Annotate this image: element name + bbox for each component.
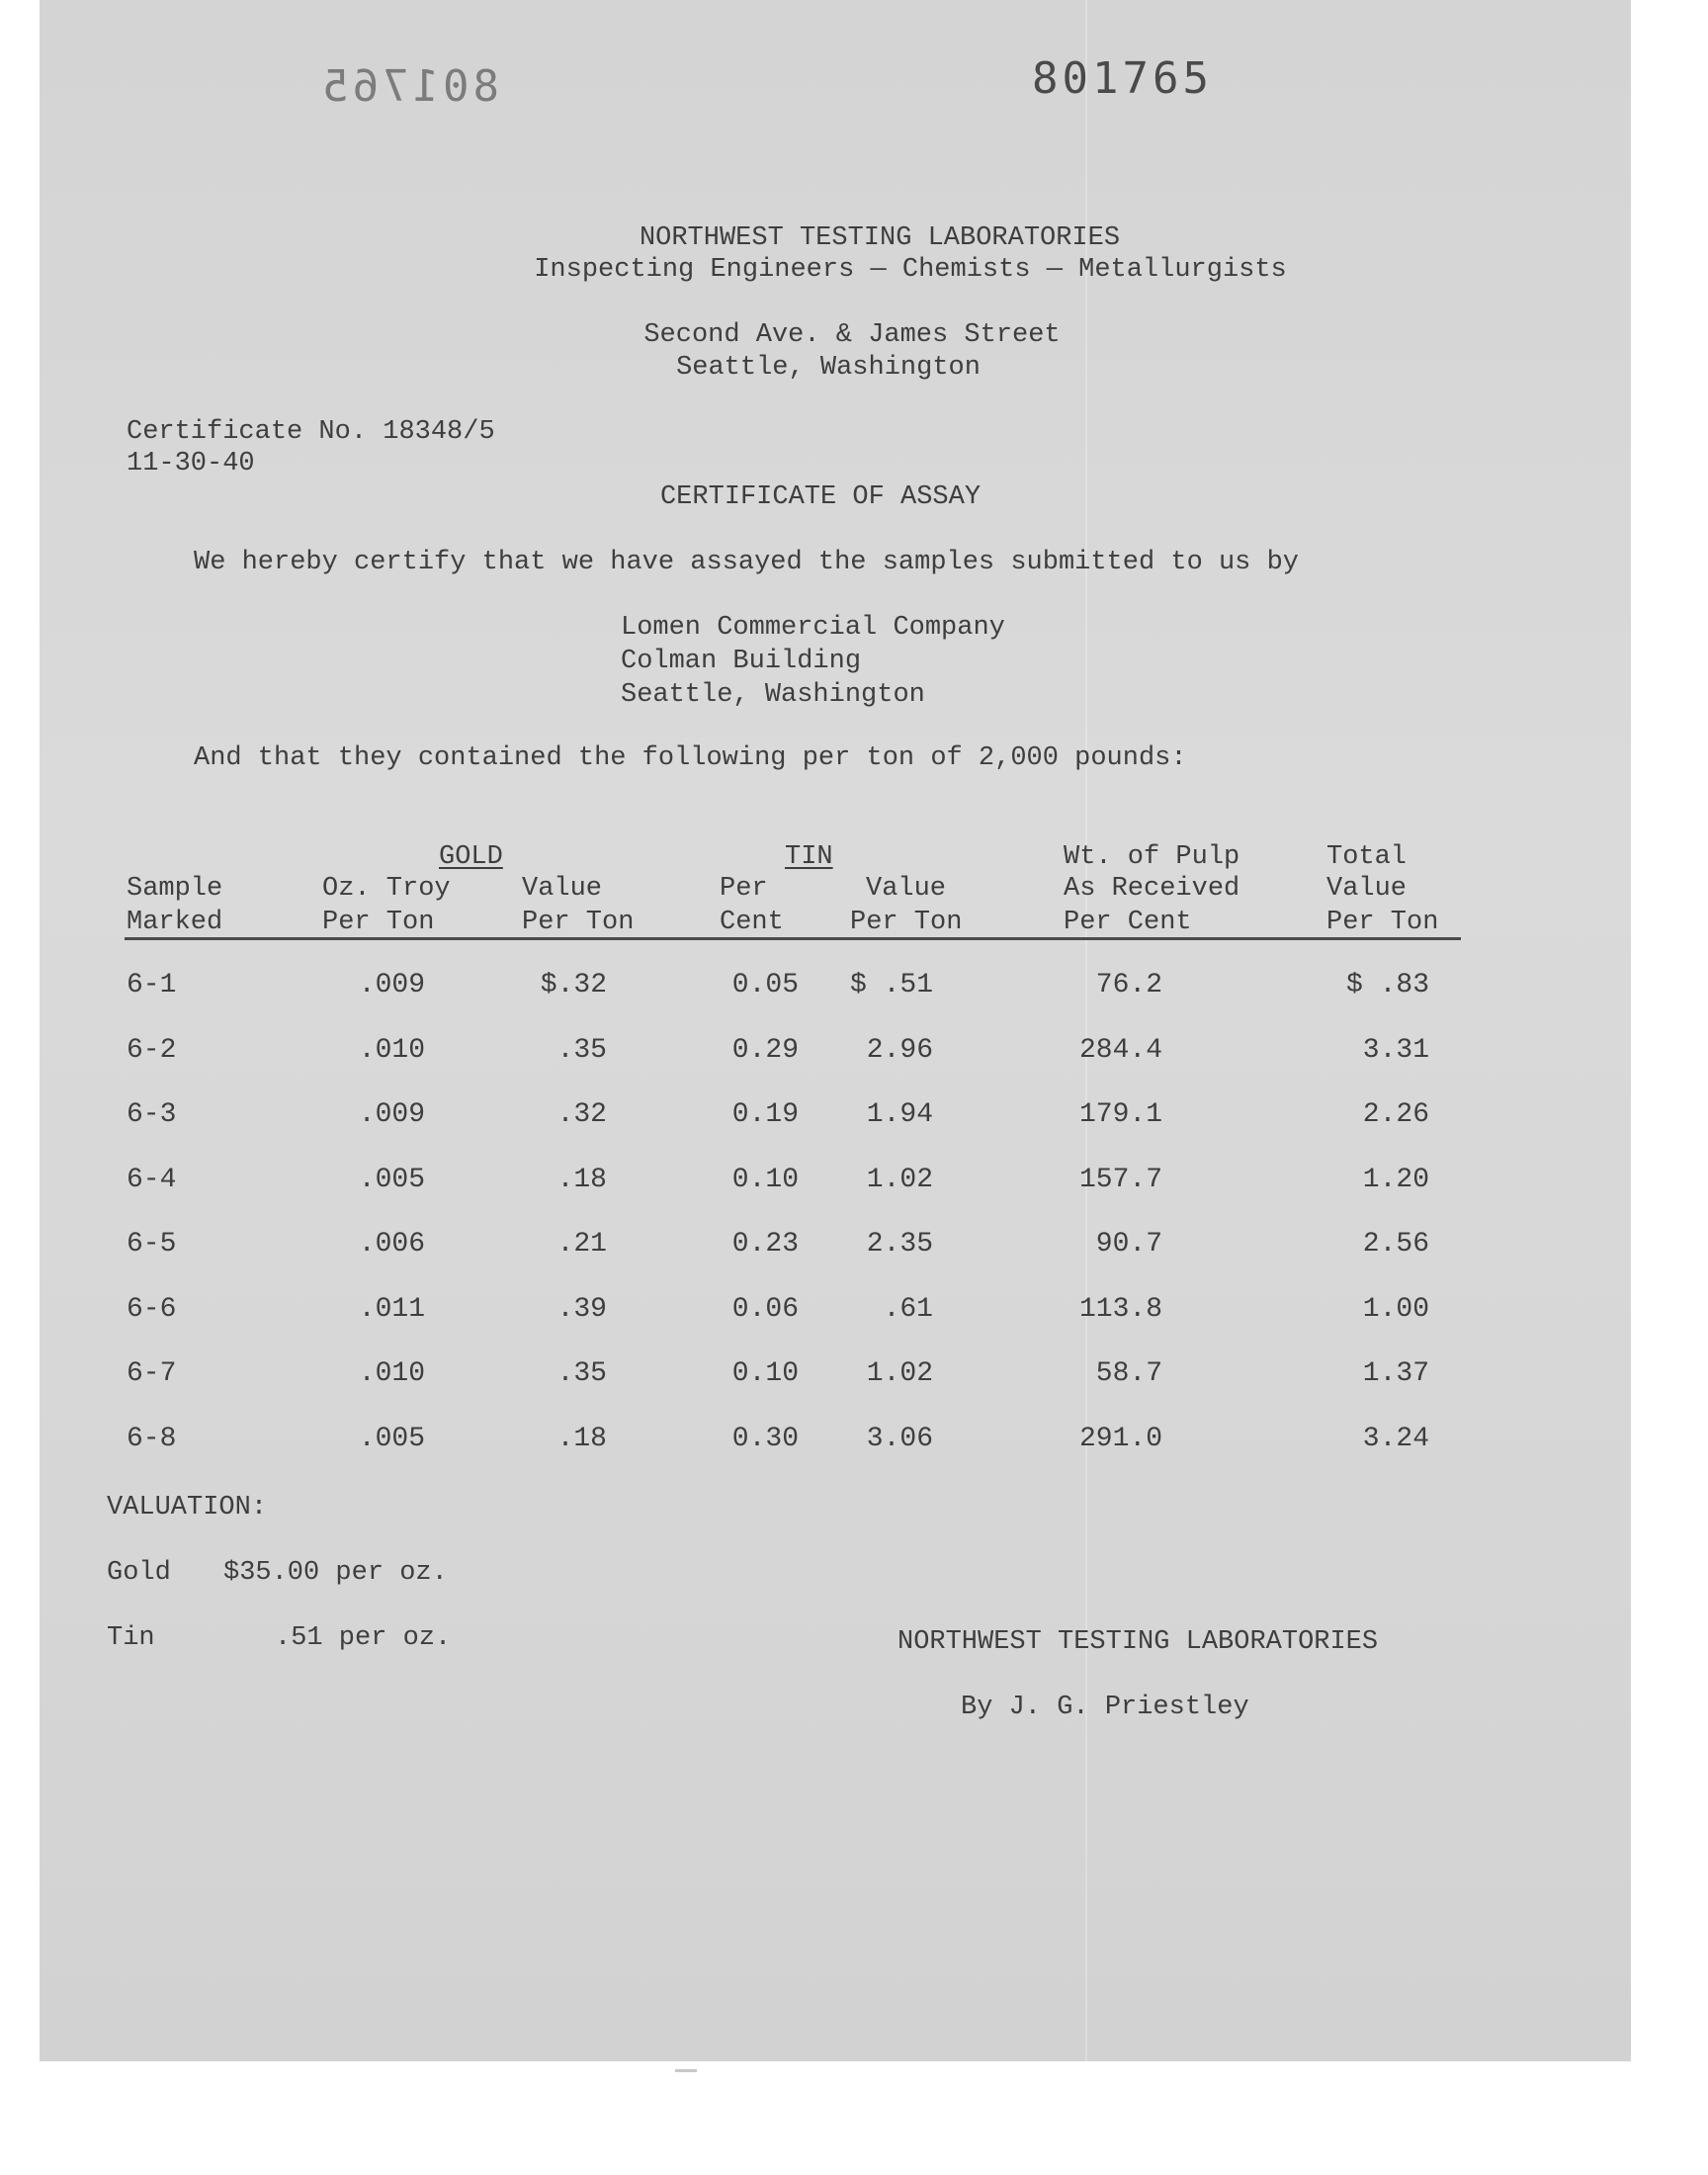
- cell-total: 2.26: [1362, 1099, 1429, 1130]
- cell-tin-value: 2.35: [866, 1229, 933, 1260]
- cell-tin-value: 2.96: [866, 1034, 933, 1066]
- group-header-tin: TIN: [785, 842, 833, 872]
- cell-oz: .009: [358, 970, 425, 1000]
- cell-sample: 6-3: [127, 1099, 177, 1130]
- group-header-gold: GOLD: [439, 842, 503, 872]
- cell-tin-pct: 0.06: [731, 1293, 799, 1325]
- header-gold-value-2: Per Ton: [522, 908, 635, 937]
- cell-pulp: 58.7: [1095, 1358, 1162, 1389]
- header-oz-2: Per Ton: [322, 908, 435, 937]
- cell-sample: 6-8: [127, 1423, 177, 1454]
- cell-pulp: 90.7: [1095, 1229, 1162, 1260]
- client-line-2: Colman Building: [621, 647, 862, 676]
- cell-tin-pct: 0.10: [731, 1164, 799, 1195]
- cell-tin-pct: 0.30: [731, 1423, 799, 1454]
- cell-pulp: 76.2: [1095, 970, 1162, 1000]
- cell-total: $ .83: [1345, 970, 1429, 1000]
- cell-total: 1.37: [1362, 1358, 1429, 1389]
- cell-sample: 6-2: [127, 1034, 177, 1066]
- client-line-1: Lomen Commercial Company: [621, 613, 1005, 643]
- header-tin-value-2: Per Ton: [850, 908, 963, 937]
- header-tin-pct-1: Per: [720, 874, 768, 904]
- cell-total: 1.00: [1362, 1293, 1429, 1325]
- cell-tin-value: 1.02: [866, 1164, 933, 1195]
- cell-tin-pct: 0.10: [731, 1358, 799, 1389]
- cell-tin-value: $ .51: [849, 970, 933, 1000]
- header-sample-1: Sample: [127, 874, 223, 904]
- signature-org: NORTHWEST TESTING LABORATORIES: [897, 1627, 1379, 1657]
- cell-gold-value: .32: [556, 1099, 607, 1130]
- certificate-title: CERTIFICATE OF ASSAY: [659, 482, 982, 512]
- intro-text: We hereby certify that we have assayed the samples submitted to us by: [194, 548, 1299, 577]
- address-line-1: Second Ave. & James Street: [643, 320, 1061, 350]
- header-sample-2: Marked: [127, 908, 223, 937]
- certificate-number: Certificate No. 18348/5: [127, 417, 495, 447]
- scan-mark: [675, 2069, 697, 2072]
- header-gold-value-1: Value: [522, 874, 603, 904]
- valuation-gold-label: Gold: [107, 1558, 171, 1588]
- cell-pulp: 284.4: [1078, 1034, 1162, 1066]
- cell-pulp: 157.7: [1078, 1164, 1162, 1195]
- cell-total: 2.56: [1362, 1229, 1429, 1260]
- cell-oz: .011: [358, 1293, 425, 1325]
- mirrored-stamp-number: 801765: [318, 61, 499, 112]
- cell-tin-pct: 0.19: [731, 1099, 799, 1130]
- certificate-date: 11-30-40: [127, 449, 255, 478]
- cell-sample: 6-7: [127, 1358, 177, 1389]
- cell-sample: 6-4: [127, 1164, 177, 1195]
- cell-gold-value: $.32: [540, 970, 607, 1000]
- cell-gold-value: .21: [556, 1229, 607, 1260]
- cell-tin-value: .61: [883, 1293, 933, 1325]
- cell-gold-value: .35: [556, 1358, 607, 1389]
- letterhead-subtitle: Inspecting Engineers — Chemists — Metallurgists: [534, 255, 1287, 285]
- header-rule: [125, 937, 1461, 940]
- cell-gold-value: .35: [556, 1034, 607, 1066]
- cell-oz: .005: [358, 1423, 425, 1454]
- valuation-tin-value: .51 per oz.: [275, 1623, 452, 1653]
- cell-gold-value: .39: [556, 1293, 607, 1325]
- cell-gold-value: .18: [556, 1164, 607, 1195]
- letterhead-name: NORTHWEST TESTING LABORATORIES: [639, 223, 1121, 253]
- header-tin-value-1: Value: [866, 874, 947, 904]
- cell-oz: .010: [358, 1358, 425, 1389]
- cell-tin-value: 1.94: [866, 1099, 933, 1130]
- signature-by: By J. G. Priestley: [961, 1693, 1249, 1722]
- cell-total: 3.24: [1362, 1423, 1429, 1454]
- cell-pulp: 179.1: [1078, 1099, 1162, 1130]
- address-line-2: Seattle, Washington: [676, 353, 981, 383]
- cell-sample: 6-6: [127, 1293, 177, 1325]
- cell-tin-value: 1.02: [866, 1358, 933, 1389]
- cell-total: 3.31: [1362, 1034, 1429, 1066]
- cell-tin-pct: 0.29: [731, 1034, 799, 1066]
- document-page: [40, 0, 1631, 2061]
- header-total-3: Per Ton: [1326, 908, 1439, 937]
- header-total-1: Total: [1326, 842, 1408, 872]
- paper-fold: [1085, 0, 1087, 2061]
- valuation-heading: VALUATION:: [107, 1493, 268, 1522]
- cell-tin-pct: 0.05: [731, 970, 799, 1000]
- cell-sample: 6-5: [127, 1229, 177, 1260]
- header-pulp-3: Per Cent: [1064, 908, 1192, 937]
- cell-tin-value: 3.06: [866, 1423, 933, 1454]
- cell-pulp: 291.0: [1078, 1423, 1162, 1454]
- header-total-2: Value: [1326, 874, 1408, 904]
- contained-text: And that they contained the following per ton of 2,000 pounds:: [194, 743, 1187, 773]
- cell-sample: 6-1: [127, 970, 177, 1000]
- client-line-3: Seattle, Washington: [621, 680, 925, 710]
- cell-tin-pct: 0.23: [731, 1229, 799, 1260]
- cell-oz: .005: [358, 1164, 425, 1195]
- stamp-number: 801765: [1032, 53, 1213, 104]
- header-oz-1: Oz. Troy: [322, 874, 451, 904]
- header-tin-pct-2: Cent: [720, 908, 784, 937]
- cell-gold-value: .18: [556, 1423, 607, 1454]
- cell-oz: .010: [358, 1034, 425, 1066]
- cell-pulp: 113.8: [1078, 1293, 1162, 1325]
- cell-total: 1.20: [1362, 1164, 1429, 1195]
- valuation-gold-value: $35.00 per oz.: [223, 1558, 448, 1588]
- cell-oz: .006: [358, 1229, 425, 1260]
- valuation-tin-label: Tin: [107, 1623, 155, 1653]
- header-pulp-1: Wt. of Pulp: [1064, 842, 1240, 872]
- header-pulp-2: As Received: [1064, 874, 1240, 904]
- cell-oz: .009: [358, 1099, 425, 1130]
